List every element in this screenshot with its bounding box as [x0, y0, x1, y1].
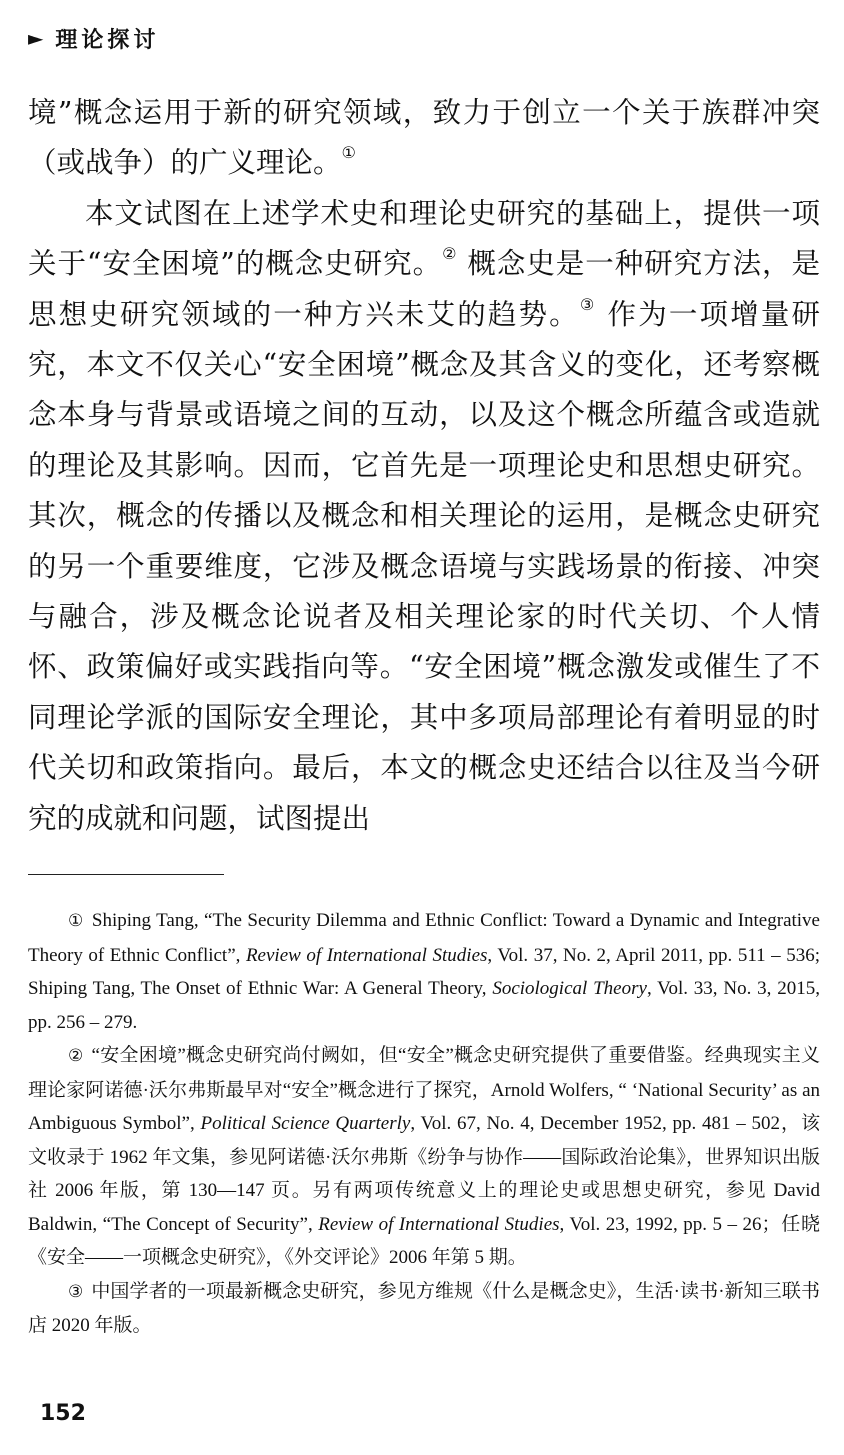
running-header [28, 22, 159, 54]
footnote-2 [28, 1039, 820, 1275]
section-title: 理论探讨 [55, 27, 160, 53]
footnote-1-journal-2: Sociological Theory [492, 978, 647, 999]
footnote-2-text-b: , Vol. 67, No. 4, December 1952, pp. 481 – 502，该文收录于 1962 年文集，参见阿诺德·沃尔弗斯《纷争与协作——国际政治论集》，世界知识出版社 2006 年版，第 130—147 页。另有两项传统意义上的理论史或思想史研究，参见 David Baldwin, “The Concept of Security”, [28, 1113, 820, 1235]
triangle-marker-icon: ► [28, 26, 44, 50]
footnote-1-text-a: Shiping Tang, “The Security Dilemma and Ethnic Conflict: Toward a Dynamic and Integrative Theory of Ethnic Conflict”, [28, 910, 820, 966]
footnote-2-journal-1: Political Science Quarterly [200, 1113, 411, 1134]
footnote-ref-1[interactable]: ① [341, 143, 356, 163]
footnote-divider [28, 874, 224, 875]
footnote-1-text-b: , Vol. 37, No. 2, April 2011, pp. 511 – 536; Shiping Tang, The Onset of Ethnic War: A General Theory, [28, 944, 821, 999]
footnote-2-journal-2: Review of International Studies [318, 1213, 560, 1235]
footnote-1 [28, 904, 820, 1039]
footnote-3 [28, 1275, 820, 1343]
footnote-2-mark: ② [68, 1046, 84, 1066]
paragraph-2 [28, 189, 820, 844]
page-number: 152 [40, 1401, 86, 1426]
footnote-ref-2[interactable]: ② [442, 244, 458, 264]
footnote-2-text-c: , Vol. 23, 1992, pp. 5 – 26；任晓《安全——一项概念史研究》，《外交评论》2006 年第 5 期。 [28, 1213, 820, 1268]
footnote-3-text-a: 中国学者的一项最新概念史研究，参见方维规《什么是概念史》，生活·读书·新知三联书店 2020 年版。 [28, 1280, 820, 1336]
footnote-1-mark: ① [68, 911, 84, 931]
footnote-1-journal-1: Review of International Studies [245, 944, 488, 966]
paragraph-1-text: 境”概念运用于新的研究领域，致力于创立一个关于族群冲突（或战争）的广义理论。 [28, 96, 820, 180]
paragraph-1 [28, 88, 820, 189]
paragraph-2-text-b: 概念史是一种研究方法，是思想史研究领域的一种方兴未艾的趋势。 [28, 247, 820, 331]
footnote-3-mark: ③ [68, 1281, 84, 1302]
footnote-1-text-c: , Vol. 33, No. 3, 2015, pp. 256 – 279. [28, 978, 820, 1033]
footnote-ref-3[interactable]: ③ [579, 294, 597, 314]
main-body-text [28, 88, 820, 844]
paragraph-2-text-a: 本文试图在上述学术史和理论史研究的基础上，提供一项关于“安全困境”的概念史研究。 [28, 196, 820, 281]
footnote-2-text-a: “安全困境”概念史研究尚付阙如，但“安全”概念史研究提供了重要借鉴。经典现实主义理论家阿诺德·沃尔弗斯最早对“安全”概念进行了探究，Arnold Wolfers, “ ‘National Security’ as an Ambiguous Symbol”, [28, 1045, 820, 1134]
paragraph-2-text-c: 作为一项增量研究，本文不仅关心“安全困境”概念及其含义的变化，还考察概念本身与背景或语境之间的互动，以及这个概念所蕴含或造就的理论及其影响。因而，它首先是一项理论史和思想史研究。其次，概念的传播以及概念和相关理论的运用，是概念史研究的另一个重要维度，它涉及概念语境与实践场景的衔接、冲突与融合，涉及概念论说者及相关理论家的时代关切、个人情怀、政策偏好或实践指向等。“安全困境”概念激发或催生了不同理论学派的国际安全理论，其中多项局部理论有着明显的时代关切和政策指向。最后，本文的概念史还结合以往及当今研究的成就和问题，试图提出 [28, 297, 821, 835]
footnotes-section [28, 904, 820, 1343]
